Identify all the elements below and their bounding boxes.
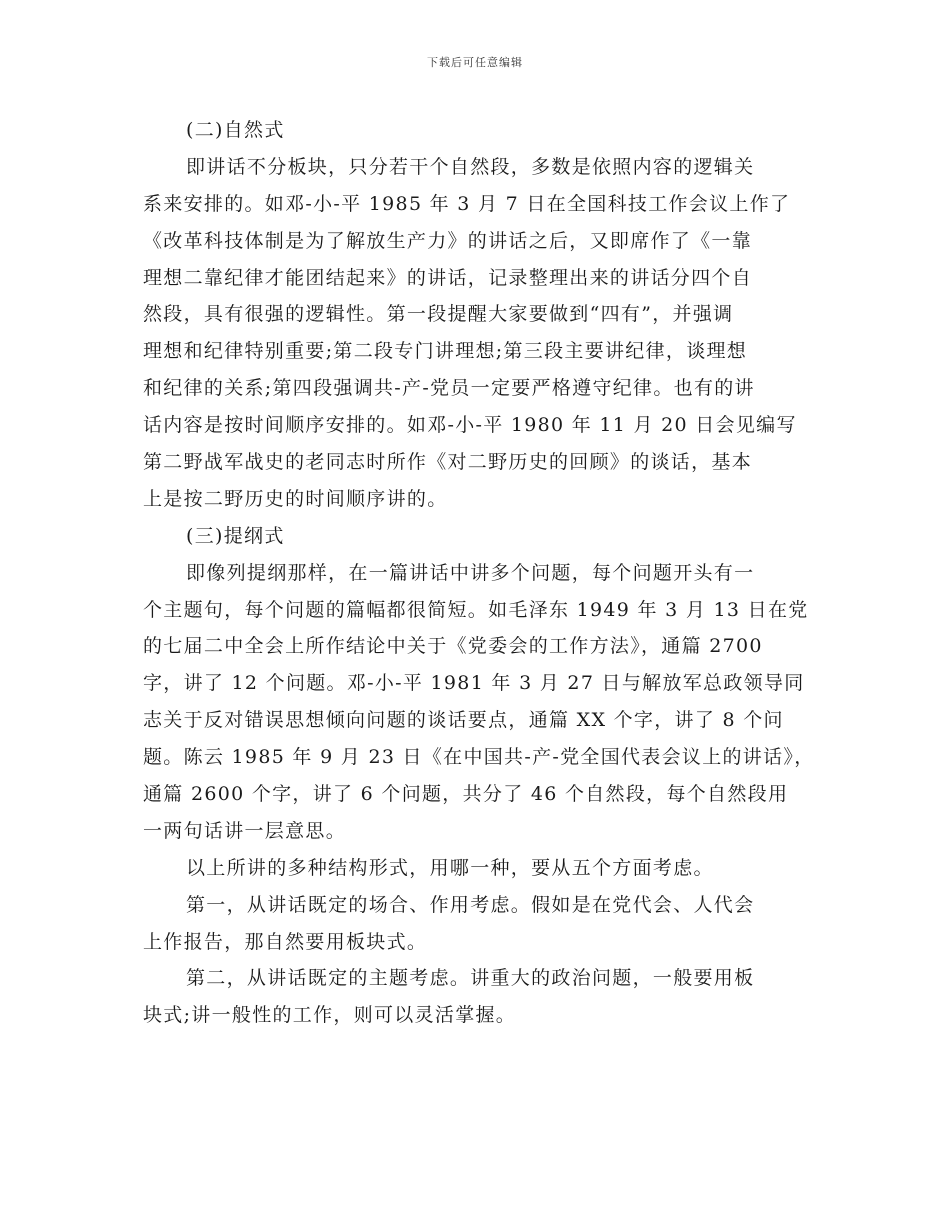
text-line: 上是按二野历史的时间顺序讲的。: [143, 487, 448, 510]
text-line: 即像列提纲那样，在一篇讲话中讲多个问题，每个问题开头有一: [186, 561, 755, 584]
text-line: 志关于反对错误思想倾向问题的谈话要点，通篇 XX 个字，讲了 8 个问: [143, 709, 784, 732]
text-line: (三)提纲式: [186, 524, 285, 547]
text-line: 理想和纪律特别重要;第二段专门讲理想;第三段主要讲纪律，谈理想: [143, 340, 748, 363]
text-line: 系来安排的。如邓-小-平 1985 年 3 月 7 日在全国科技工作会议上作了: [143, 192, 791, 215]
text-line: 第二野战军战史的老同志时所作《对二野历史的回顾》的谈话，基本: [143, 451, 753, 474]
text-line: 通篇 2600 个字，讲了 6 个问题，共分了 46 个自然段，每个自然段用: [143, 783, 789, 806]
text-line: 即讲话不分板块，只分若干个自然段，多数是依照内容的逻辑关: [186, 155, 755, 178]
text-line: 的七届二中全会上所作结论中关于《党委会的工作方法》，通篇 2700: [143, 635, 763, 658]
text-line: 理想二靠纪律才能团结起来》的讲话，记录整理出来的讲话分四个自: [143, 266, 753, 289]
text-line: 上作报告，那自然要用板块式。: [143, 930, 428, 953]
text-line: 以上所讲的多种结构形式，用哪一种，要从五个方面考虑。: [186, 856, 714, 879]
text-line: 块式;讲一般性的工作，则可以灵活掌握。: [143, 1004, 517, 1027]
text-line: 然段，具有很强的逻辑性。第一段提醒大家要做到“四有”，并强调: [143, 303, 734, 326]
page-header: 下载后可任意编辑: [427, 56, 523, 69]
text-line: (二)自然式: [186, 119, 285, 141]
text-line: 第一，从讲话既定的场合、作用考虑。假如是在党代会、人代会: [186, 893, 755, 916]
text-line: 和纪律的关系;第四段强调共-产-党员一定要严格遵守纪律。也有的讲: [143, 377, 755, 400]
text-line: 第二，从讲话既定的主题考虑。讲重大的政治问题，一般要用板: [186, 967, 755, 990]
text-line: 个主题句，每个问题的篇幅都很简短。如毛泽东 1949 年 3 月 13 日在党: [143, 598, 809, 621]
text-line: 《改革科技体制是为了解放生产力》的讲话之后，又即席作了《一靠: [143, 229, 753, 252]
document-body: [143, 112, 815, 1034]
text-line: 一两句话讲一层意思。: [143, 819, 347, 842]
text-line: 字，讲了 12 个问题。邓-小-平 1981 年 3 月 27 日与解放军总政领导同: [143, 672, 805, 695]
text-line: 话内容是按时间顺序安排的。如邓-小-平 1980 年 11 月 20 日会见编写: [143, 414, 797, 437]
text-line: 题。陈云 1985 年 9 月 23 日《在中国共-产-党全国代表会议上的讲话》，: [143, 746, 815, 769]
